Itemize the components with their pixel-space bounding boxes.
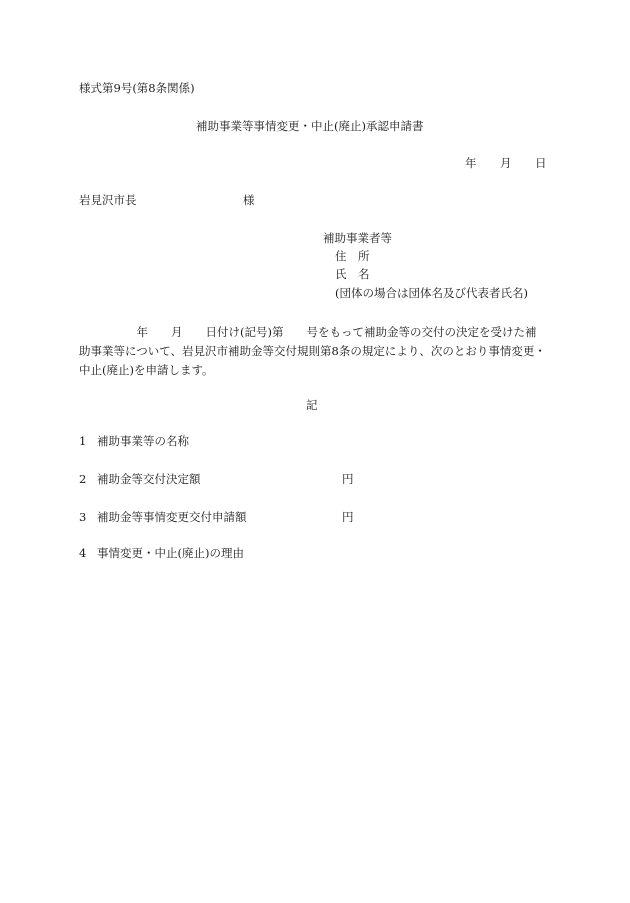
applicant-heading: 補助事業者等 bbox=[323, 231, 392, 245]
body-line: 年 月 日付け(記号)第 号をもって補助金等の交付の決定を受けた補 bbox=[79, 325, 537, 339]
body-paragraph bbox=[79, 323, 547, 380]
form-number: 様式第9号(第8条関係) bbox=[79, 81, 195, 95]
item-unit: 円 bbox=[342, 510, 354, 524]
body-line: 中止(廃止)を申請します。 bbox=[79, 363, 214, 377]
item-label: 補助事業等の名称 bbox=[97, 434, 189, 448]
applicant-note: (団体の場合は団体名及び代表者氏名) bbox=[335, 286, 528, 300]
item-unit: 円 bbox=[342, 472, 354, 486]
year-label: 年 bbox=[465, 156, 477, 170]
item-number: 2 bbox=[79, 472, 87, 486]
item-label: 補助金等交付決定額 bbox=[97, 472, 201, 486]
address-label: 住 所 bbox=[335, 249, 370, 263]
item-number: 4 bbox=[79, 546, 87, 560]
name-label: 氏 名 bbox=[335, 267, 370, 281]
addressee-honorific: 様 bbox=[243, 193, 255, 207]
month-label: 月 bbox=[500, 156, 512, 170]
body-line: 助事業等について、岩見沢市補助金等交付規則第8条の規定により、次のとおり事情変更・ bbox=[79, 344, 546, 358]
day-label: 日 bbox=[535, 156, 547, 170]
form-title: 補助事業等事情変更・中止(廃止)承認申請書 bbox=[196, 119, 424, 133]
ki-heading: 記 bbox=[306, 398, 318, 412]
item-number: 1 bbox=[79, 434, 87, 448]
item-number: 3 bbox=[79, 510, 87, 524]
item-label: 補助金等事情変更交付申請額 bbox=[97, 510, 247, 524]
addressee-name: 岩見沢市長 bbox=[79, 193, 137, 207]
item-label: 事情変更・中止(廃止)の理由 bbox=[97, 546, 244, 560]
